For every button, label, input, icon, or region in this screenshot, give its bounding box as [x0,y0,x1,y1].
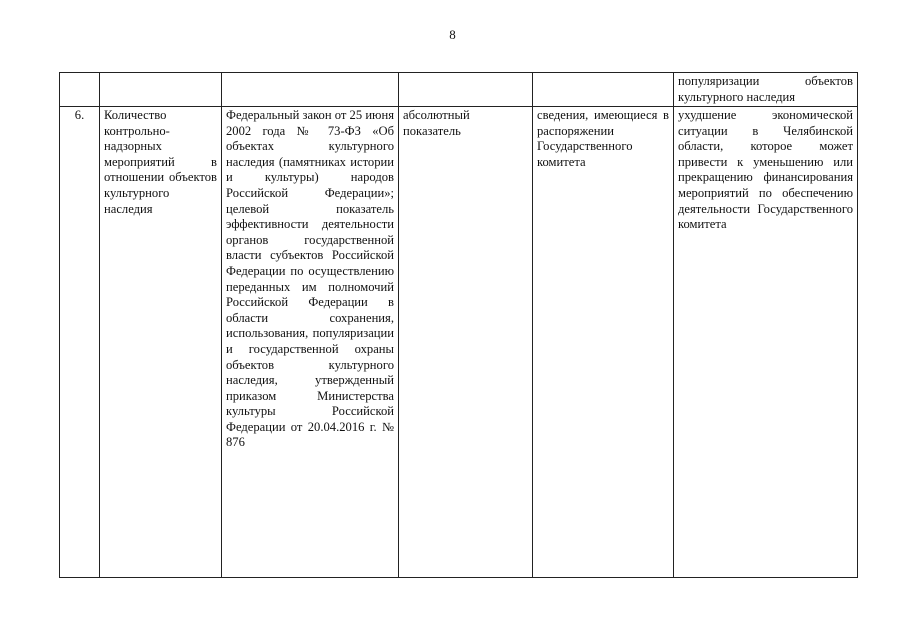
cell-continuation-risks: популяризации объектов культурного наследия [674,73,858,107]
cell-risks: ухудшение экономической ситуации в Челябинской области, которое может привести к уменьшению или прекращению финансирования мероприятий по обеспечению деятельности Государственного комитета [674,107,858,578]
cell-continuation-indicator [100,73,222,107]
cell-unit: абсолютный показатель [399,107,533,578]
cell-legal-basis: Федеральный закон от 25 июня 2002 года № 73-ФЗ «Об объектах культурного наследия (памятниках истории и культуры) народов Российской Федерации»; целевой показатель эффективности деятельности органов государственной власти субъектов Российской Федерации по осуществлению переданных им полномочий Российской Федерации в области сохранения, использования, популяризации и государственной охраны объектов культурного наследия, утвержденный приказом Министерства культуры Российской Федерации от 20.04.2016 г. № 876 [222,107,399,578]
cell-row-number: 6. [60,107,100,578]
cell-data-source: сведения, имеющиеся в распоряжении Государственного комитета [533,107,674,578]
table-row-continuation [60,73,858,107]
indicators-table [59,72,858,578]
cell-continuation-basis [222,73,399,107]
table-row [60,107,858,578]
cell-continuation-number [60,73,100,107]
cell-continuation-source [533,73,674,107]
cell-indicator-name: Количество контрольно-надзорных мероприятий в отношении объектов культурного наследия [100,107,222,578]
cell-continuation-unit [399,73,533,107]
page-number: 8 [449,27,456,42]
